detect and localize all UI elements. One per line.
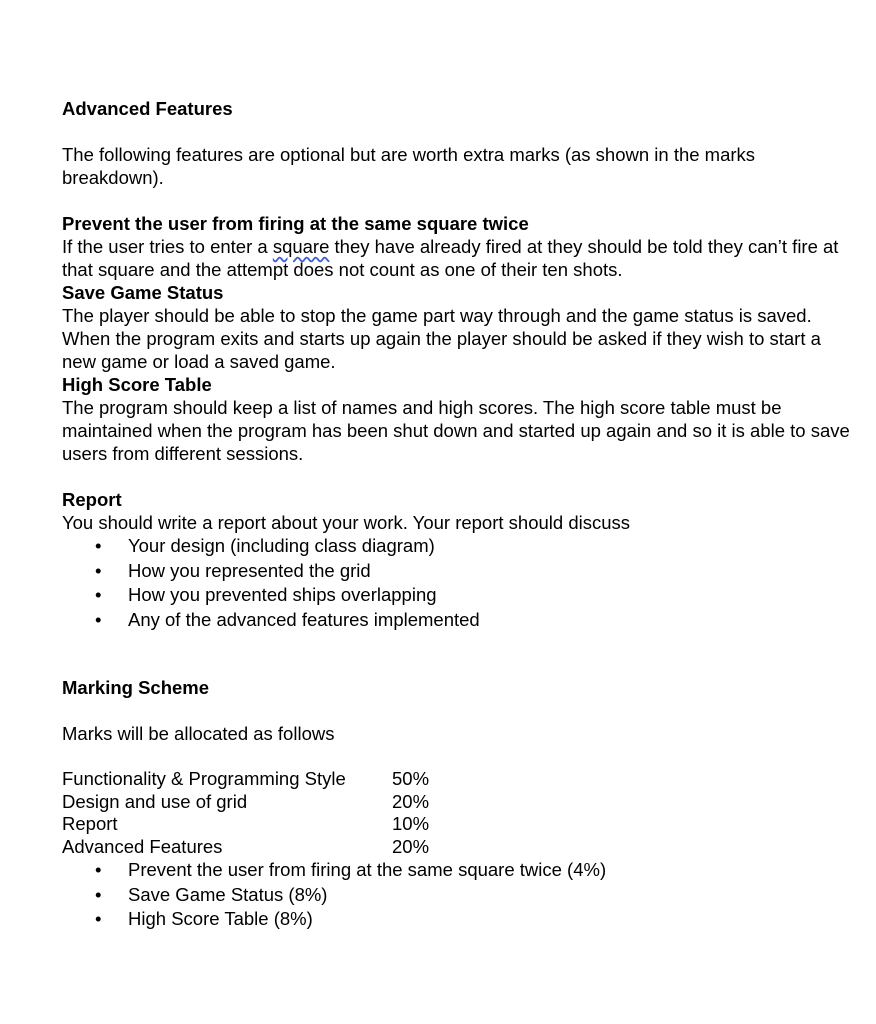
marks-value: 20%	[392, 835, 430, 857]
marks-value: 50%	[392, 768, 430, 789]
marks-value: 20%	[392, 790, 430, 812]
list-item: • How you represented the grid	[62, 559, 862, 584]
feature-text-prevent-repeat	[62, 235, 862, 281]
feature-text-high-score: The program should keep a list of names and high scores. The high score table must be maintained when the program has been shut down and started up again and so it is able to save users from different sessions.	[62, 397, 850, 464]
marks-label: Design and use of grid	[62, 790, 248, 812]
report-intro: You should write a report about your work. Your report should discuss	[62, 512, 631, 533]
report-list	[62, 534, 862, 632]
feature-heading-high-score: High Score Table	[62, 374, 212, 395]
document-body	[62, 97, 862, 932]
list-item: • Save Game Status (8%)	[62, 883, 862, 908]
feature-text-part: If the user tries to enter a	[62, 236, 273, 257]
table-row	[62, 768, 429, 791]
marks-label: Functionality & Programming Style	[62, 768, 346, 789]
marks-label: Report	[62, 813, 118, 834]
advanced-features-title: Advanced Features	[62, 98, 233, 119]
list-item: • Any of the advanced features implemented	[62, 608, 862, 633]
marking-intro: Marks will be allocated as follows	[62, 723, 335, 744]
feature-text-save-game: The player should be able to stop the game part way through and the game status is saved. When the program exits and starts up again the player should be asked if they wish to start a new game or load a saved game.	[62, 305, 821, 372]
report-title: Report	[62, 489, 122, 510]
table-row	[62, 813, 429, 836]
marking-scheme-title: Marking Scheme	[62, 677, 210, 698]
list-item: • High Score Table (8%)	[62, 907, 862, 932]
advanced-marks-list	[62, 858, 862, 932]
marks-value: 10%	[392, 813, 430, 834]
table-row	[62, 791, 429, 814]
table-row	[62, 836, 429, 859]
marks-table	[62, 768, 429, 858]
list-item: • Prevent the user from firing at the same square twice (4%)	[62, 858, 862, 883]
feature-heading-prevent-repeat: Prevent the user from firing at the same square twice	[62, 213, 529, 234]
spellcheck-underlined-word: square	[272, 236, 330, 257]
advanced-features-intro: The following features are optional but are worth extra marks (as shown in the marks breakdown).	[62, 144, 756, 188]
list-item: • Your design (including class diagram)	[62, 534, 862, 559]
feature-text-part: they have already fired at they should be told they can’t fire at that square and the attempt does not count as one of their ten shots.	[62, 236, 839, 280]
feature-heading-save-game: Save Game Status	[62, 282, 224, 303]
marks-label: Advanced Features	[62, 835, 223, 857]
list-item: • How you prevented ships overlapping	[62, 583, 862, 608]
